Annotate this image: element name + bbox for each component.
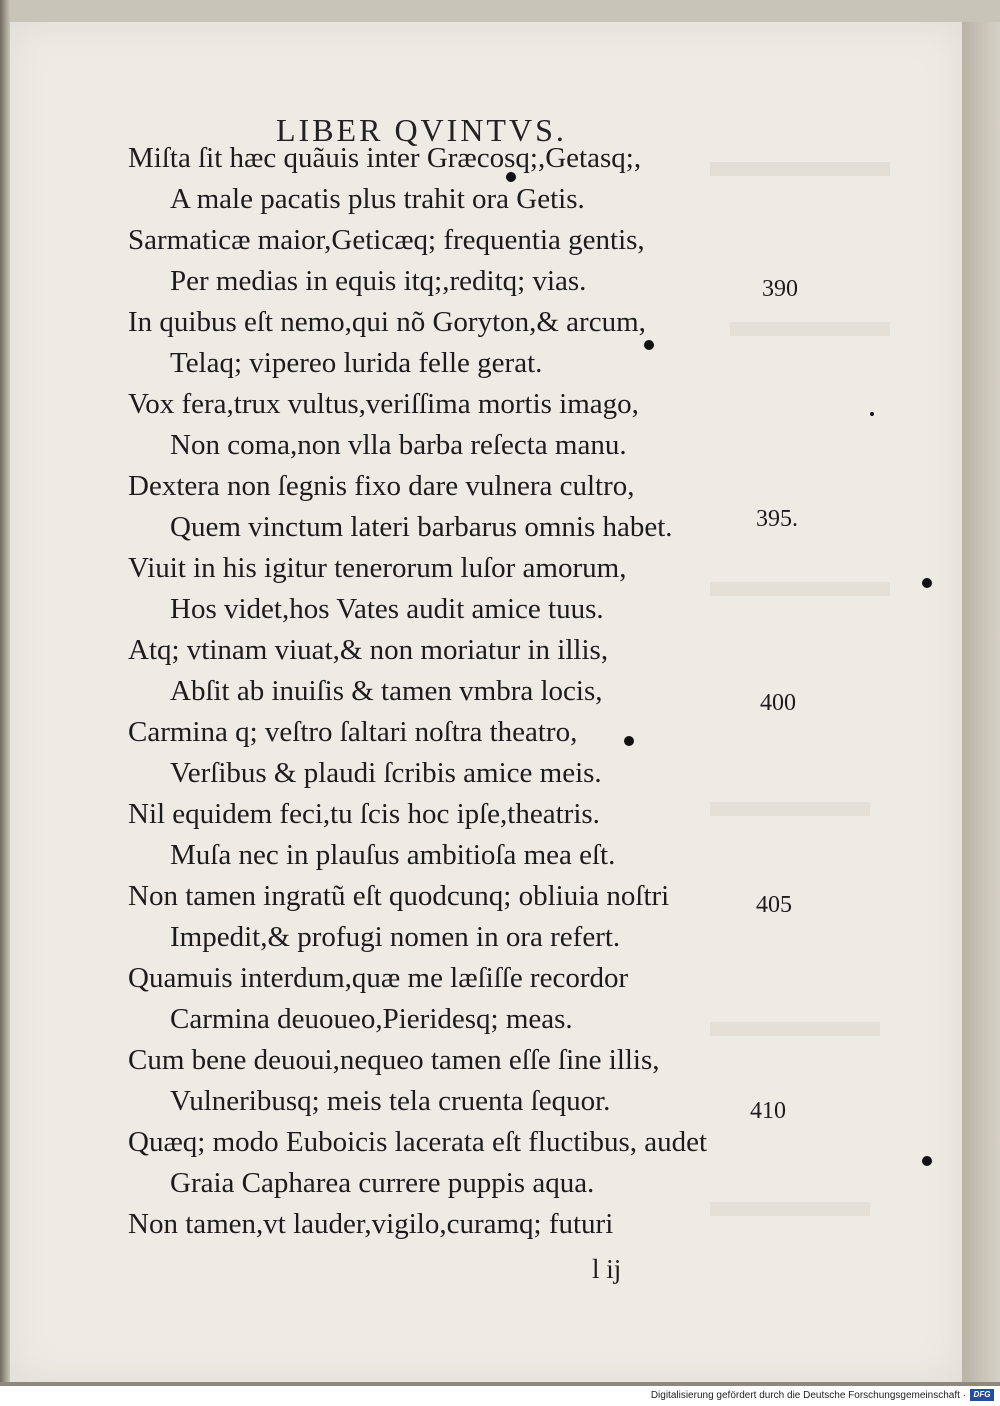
line-number: 400 (760, 690, 796, 716)
verse-line: Quem vinctum lateri barbarus omnis habet. (170, 511, 673, 543)
book-page (10, 22, 962, 1382)
line-number: 410 (750, 1098, 786, 1124)
running-head: LIBER QVINTVS. (276, 112, 567, 148)
ink-speck (870, 412, 874, 416)
verse-line: Quamuis interdum,quæ me læſiſſe recordor (128, 962, 629, 994)
verse-line: Carmina q; veſtro ſaltari noſtra theatro, (128, 716, 578, 748)
verse-line: Non tamen ingratũ eſt quodcunq; obliuia noſtri (128, 880, 670, 912)
verse-line: Verſibus & plaudi ſcribis amice meis. (170, 757, 602, 789)
verse-line: Muſa nec in plauſus ambitioſa mea eſt. (170, 839, 616, 871)
verse-line: Impedit,& profugi nomen in ora refert. (170, 921, 621, 953)
ink-speck (922, 578, 932, 588)
verse-line: Sarmaticæ maior,Geticæq; frequentia gentis, (128, 224, 645, 256)
verse-line: Dextera non ſegnis fixo dare vulnera cultro, (128, 470, 635, 502)
bleed-through-mark (710, 582, 890, 596)
bleed-through-mark (710, 162, 890, 176)
line-number: 395. (756, 506, 798, 532)
verse-line: Cum bene deuoui,nequeo tamen eſſe ſine illis, (128, 1044, 660, 1076)
next-page-edge (962, 22, 1000, 1382)
bleed-through-mark (710, 802, 870, 816)
verse-line: Carmina deuoueo,Pieridesq; meas. (170, 1003, 573, 1035)
verse-line: Abſit ab inuiſis & tamen vmbra locis, (170, 675, 603, 707)
verse-line: Quæq; modo Euboicis lacerata eſt fluctibus, audet (128, 1126, 708, 1158)
verse-line: Hos videt,hos Vates audit amice tuus. (170, 593, 604, 625)
ink-speck (922, 1156, 932, 1166)
bleed-through-mark (730, 322, 890, 336)
verse-line: Atq; vtinam viuat,& non moriatur in illis, (128, 634, 609, 666)
bleed-through-mark (710, 1202, 870, 1216)
digitization-footer (0, 1386, 1000, 1406)
verse-line: Graia Capharea currere puppis aqua. (170, 1167, 595, 1199)
signature-mark: l ij (592, 1254, 622, 1284)
verse-line: Nil equidem feci,tu ſcis hoc ipſe,theatris. (128, 798, 600, 830)
book-spine-edge (0, 0, 10, 1386)
ink-speck (644, 340, 654, 350)
verse-line: Non coma,non vlla barba reſecta manu. (170, 429, 627, 461)
footer-credit: Digitalisierung gefördert durch die Deutsche Forschungsgemeinschaft · (650, 1390, 966, 1401)
verse-line: Viuit in his igitur tenerorum luſor amorum, (128, 552, 627, 584)
verse-line: A male pacatis plus trahit ora Getis. (170, 183, 585, 215)
dfg-logo: DFG (970, 1389, 994, 1401)
verse-line: In quibus eſt nemo,qui nõ Goryton,& arcum, (128, 306, 646, 338)
line-number: 390 (762, 276, 798, 302)
verse-line: Vulneribusq; meis tela cruenta ſequor. (170, 1085, 611, 1117)
verse-line: Vox fera,trux vultus,veriſſima mortis imago, (128, 388, 639, 420)
line-number: 405 (756, 892, 792, 918)
bleed-through-mark (710, 1022, 880, 1036)
verse-line: Non tamen,vt lauder,vigilo,curamq; futuri (128, 1208, 614, 1240)
verse-line: Telaq; vipereo lurida felle gerat. (170, 347, 543, 379)
verse-line: Miſta ſit hæc quãuis inter Græcosq;,Getasq;, (128, 142, 642, 174)
ink-speck (624, 736, 634, 746)
verse-line: Per medias in equis itq;,reditq; vias. (170, 265, 587, 297)
